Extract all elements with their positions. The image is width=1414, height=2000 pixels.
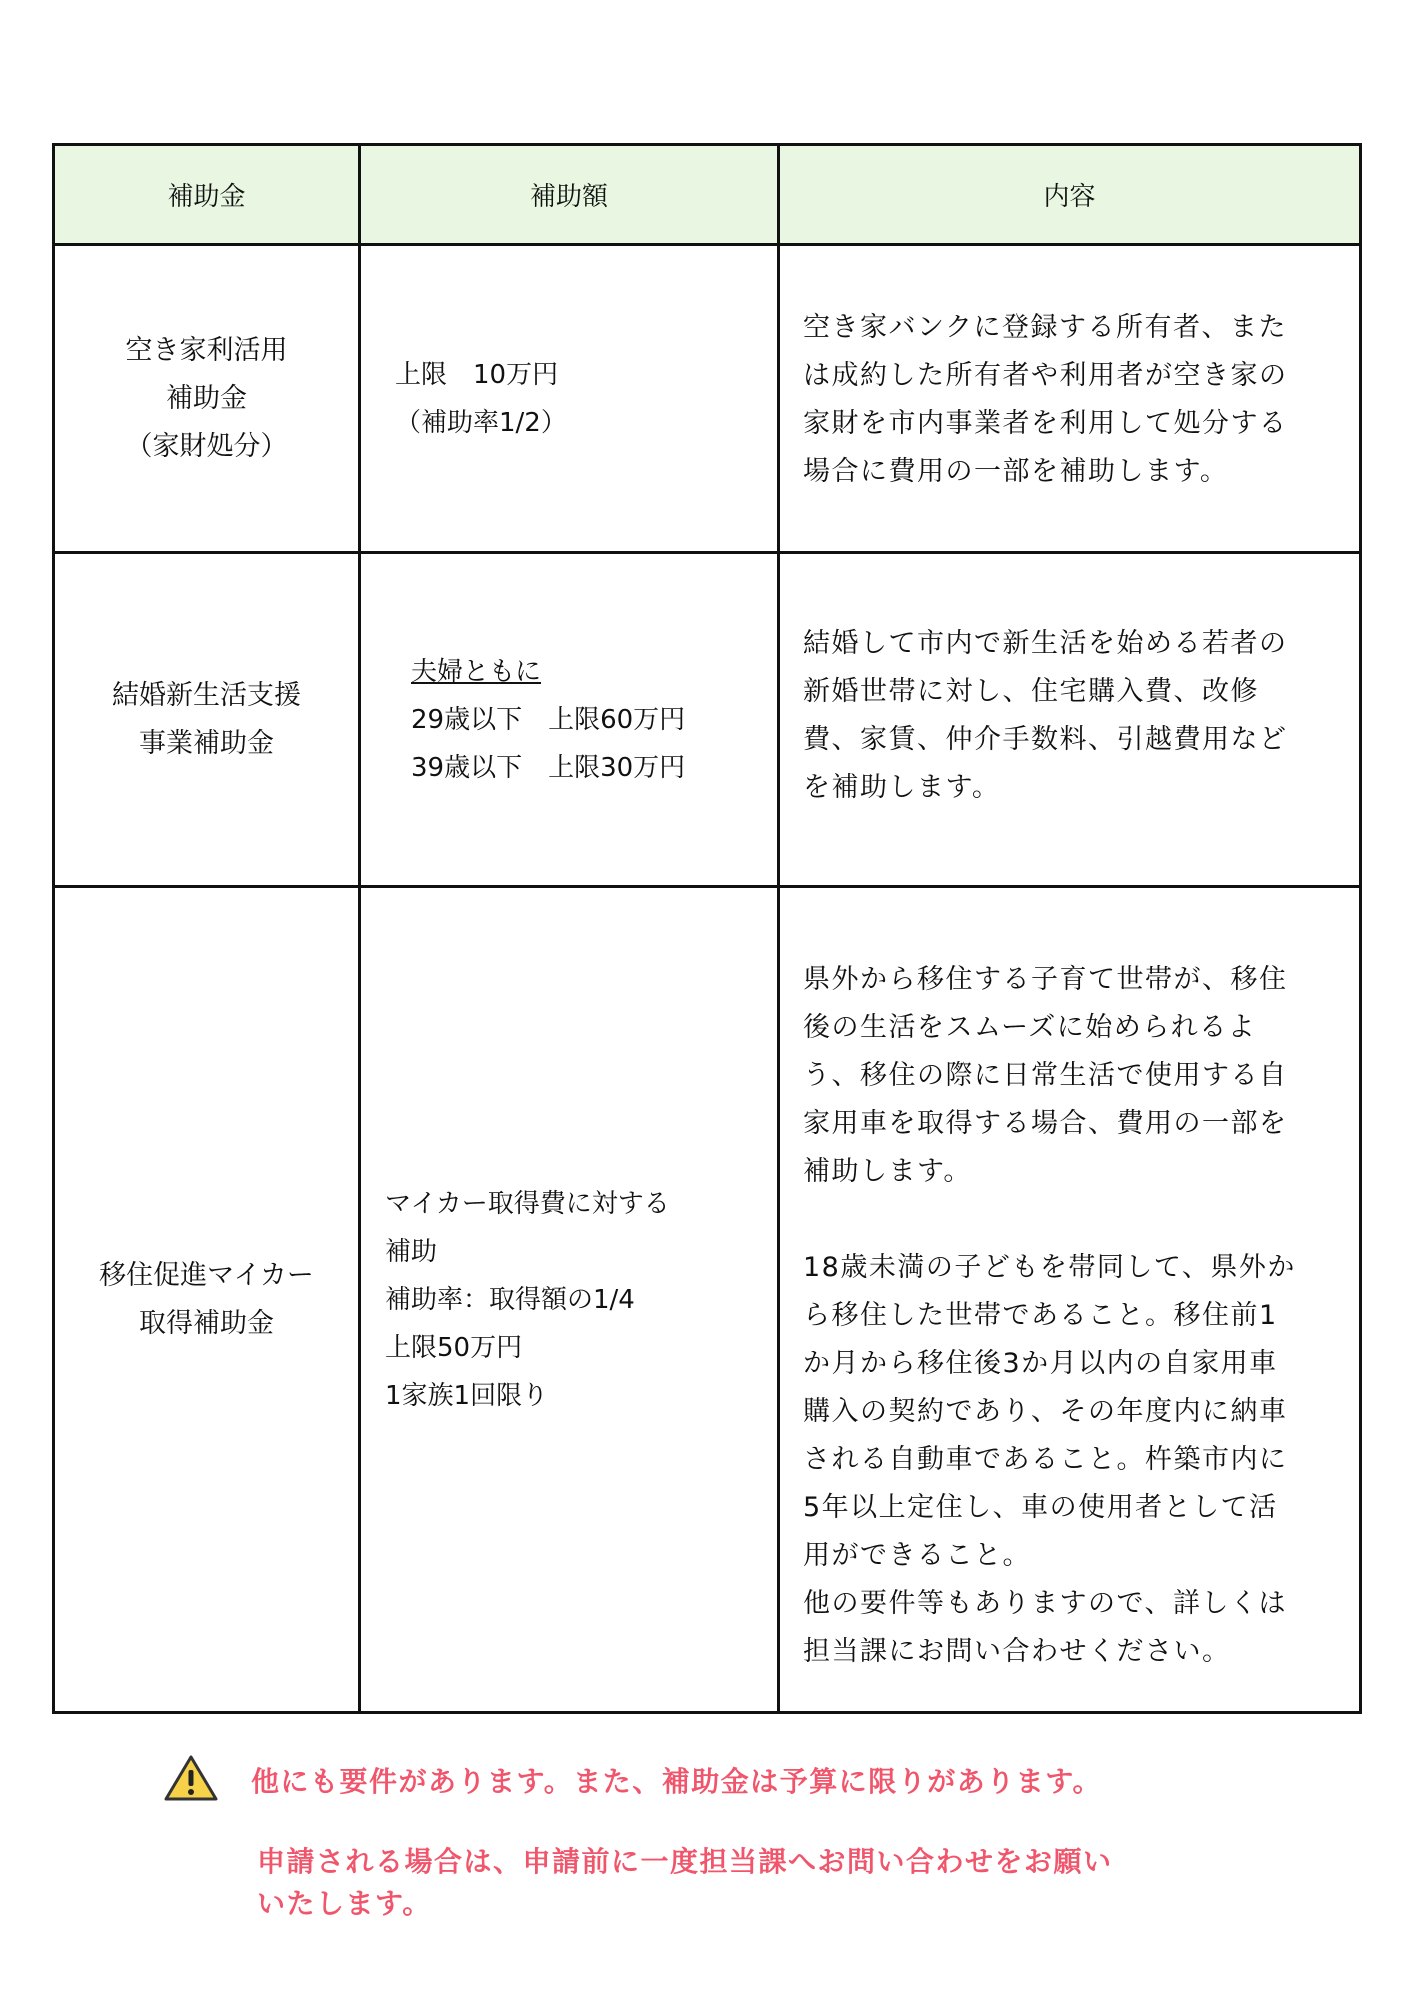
table-row	[55, 246, 1359, 554]
subsidy-name: 取得補助金	[139, 1307, 274, 1339]
amount-line: 39歳以下 上限30万円	[411, 752, 686, 783]
table-row	[55, 554, 1359, 888]
subsidy-amount-cell	[361, 554, 780, 885]
subsidy-name: 結婚新生活支援	[112, 679, 301, 711]
description-line: 家用車を取得する場合、費用の一部を	[803, 1108, 1288, 1139]
description-line: 他の要件等もありますので、詳しくは	[803, 1588, 1287, 1619]
subsidy-amount-cell	[361, 246, 780, 551]
description-line: 結婚して市内で新生活を始める若者の	[803, 628, 1288, 659]
paragraph-gap	[803, 1196, 1296, 1244]
amount-line: 上限 10万円	[395, 359, 559, 390]
description-line: 新婚世帯に対し、住宅購入費、改修	[803, 676, 1259, 707]
subsidy-name: 空き家利活用	[125, 334, 288, 366]
subsidy-name: （家財処分）	[125, 430, 288, 462]
amount-line: （補助率1/2）	[395, 407, 567, 438]
notice-line-3: いたします。	[257, 1887, 432, 1920]
subsidy-name-cell	[55, 554, 361, 885]
amount-line: 補助率：取得額の1/4	[385, 1284, 635, 1315]
header-amount: 補助額	[361, 146, 780, 243]
description-line: ら移住した世帯であること。移住前1	[803, 1300, 1278, 1331]
warning-icon	[163, 1754, 219, 1802]
notice-line-2: 申請される場合は、申請前に一度担当課へお問い合わせをお願い	[257, 1845, 1113, 1878]
amount-line: 29歳以下 上限60万円	[411, 704, 686, 735]
subsidy-description-cell	[780, 554, 1359, 885]
description-line: を補助します。	[803, 772, 1001, 803]
description-line: 後の生活をスムーズに始められるよ	[803, 1012, 1257, 1043]
description-line: 場合に費用の一部を補助します。	[803, 456, 1229, 487]
amount-line: 1家族1回限り	[385, 1380, 549, 1411]
subsidy-name-cell	[55, 888, 361, 1711]
description-line: 18歳未満の子どもを帯同して、県外か	[803, 1252, 1296, 1283]
description-line: 5年以上定住し、車の使用者として活	[803, 1492, 1278, 1523]
subsidy-name: 事業補助金	[139, 727, 274, 759]
subsidy-description-cell	[780, 888, 1359, 1711]
description-line: 空き家バンクに登録する所有者、また	[803, 312, 1287, 343]
description-line: は成約した所有者や利用者が空き家の	[803, 360, 1288, 391]
subsidy-amount-cell	[361, 888, 780, 1711]
description-line: う、移住の際に日常生活で使用する自	[803, 1060, 1288, 1091]
subsidy-table	[52, 143, 1362, 1714]
amount-line: 夫婦ともに	[411, 656, 542, 687]
description-line: 県外から移住する子育て世帯が、移住	[803, 964, 1288, 995]
notice	[0, 1750, 1414, 1950]
subsidy-name: 移住促進マイカー	[99, 1259, 314, 1291]
table-row	[55, 888, 1359, 1711]
description-line: 補助します。	[803, 1156, 972, 1187]
header-subsidy: 補助金	[55, 146, 361, 243]
description-line: 用ができること。	[803, 1540, 1031, 1571]
header-content: 内容	[1043, 182, 1096, 212]
amount-line: 上限50万円	[385, 1332, 523, 1363]
subsidy-name: 補助金	[166, 382, 247, 414]
subsidy-name-cell	[55, 246, 361, 551]
table-header-row	[55, 146, 1359, 246]
subsidy-description-cell	[780, 246, 1359, 551]
description-line: される自動車であること。杵築市内に	[803, 1444, 1288, 1475]
description-line: 担当課にお問い合わせください。	[803, 1636, 1231, 1667]
description-line: 購入の契約であり、その年度内に納車	[803, 1396, 1288, 1427]
description-line: 費、家賃、仲介手数料、引越費用など	[803, 724, 1288, 755]
amount-line: 補助	[385, 1236, 438, 1267]
description-line: 家財を市内事業者を利用して処分する	[803, 408, 1288, 439]
notice-line-1: 他にも要件があります。また、補助金は予算に限りがあります。	[251, 1765, 1103, 1798]
amount-line: マイカー取得費に対する	[385, 1188, 670, 1219]
description-line: か月から移住後3か月以内の自家用車	[803, 1348, 1278, 1379]
